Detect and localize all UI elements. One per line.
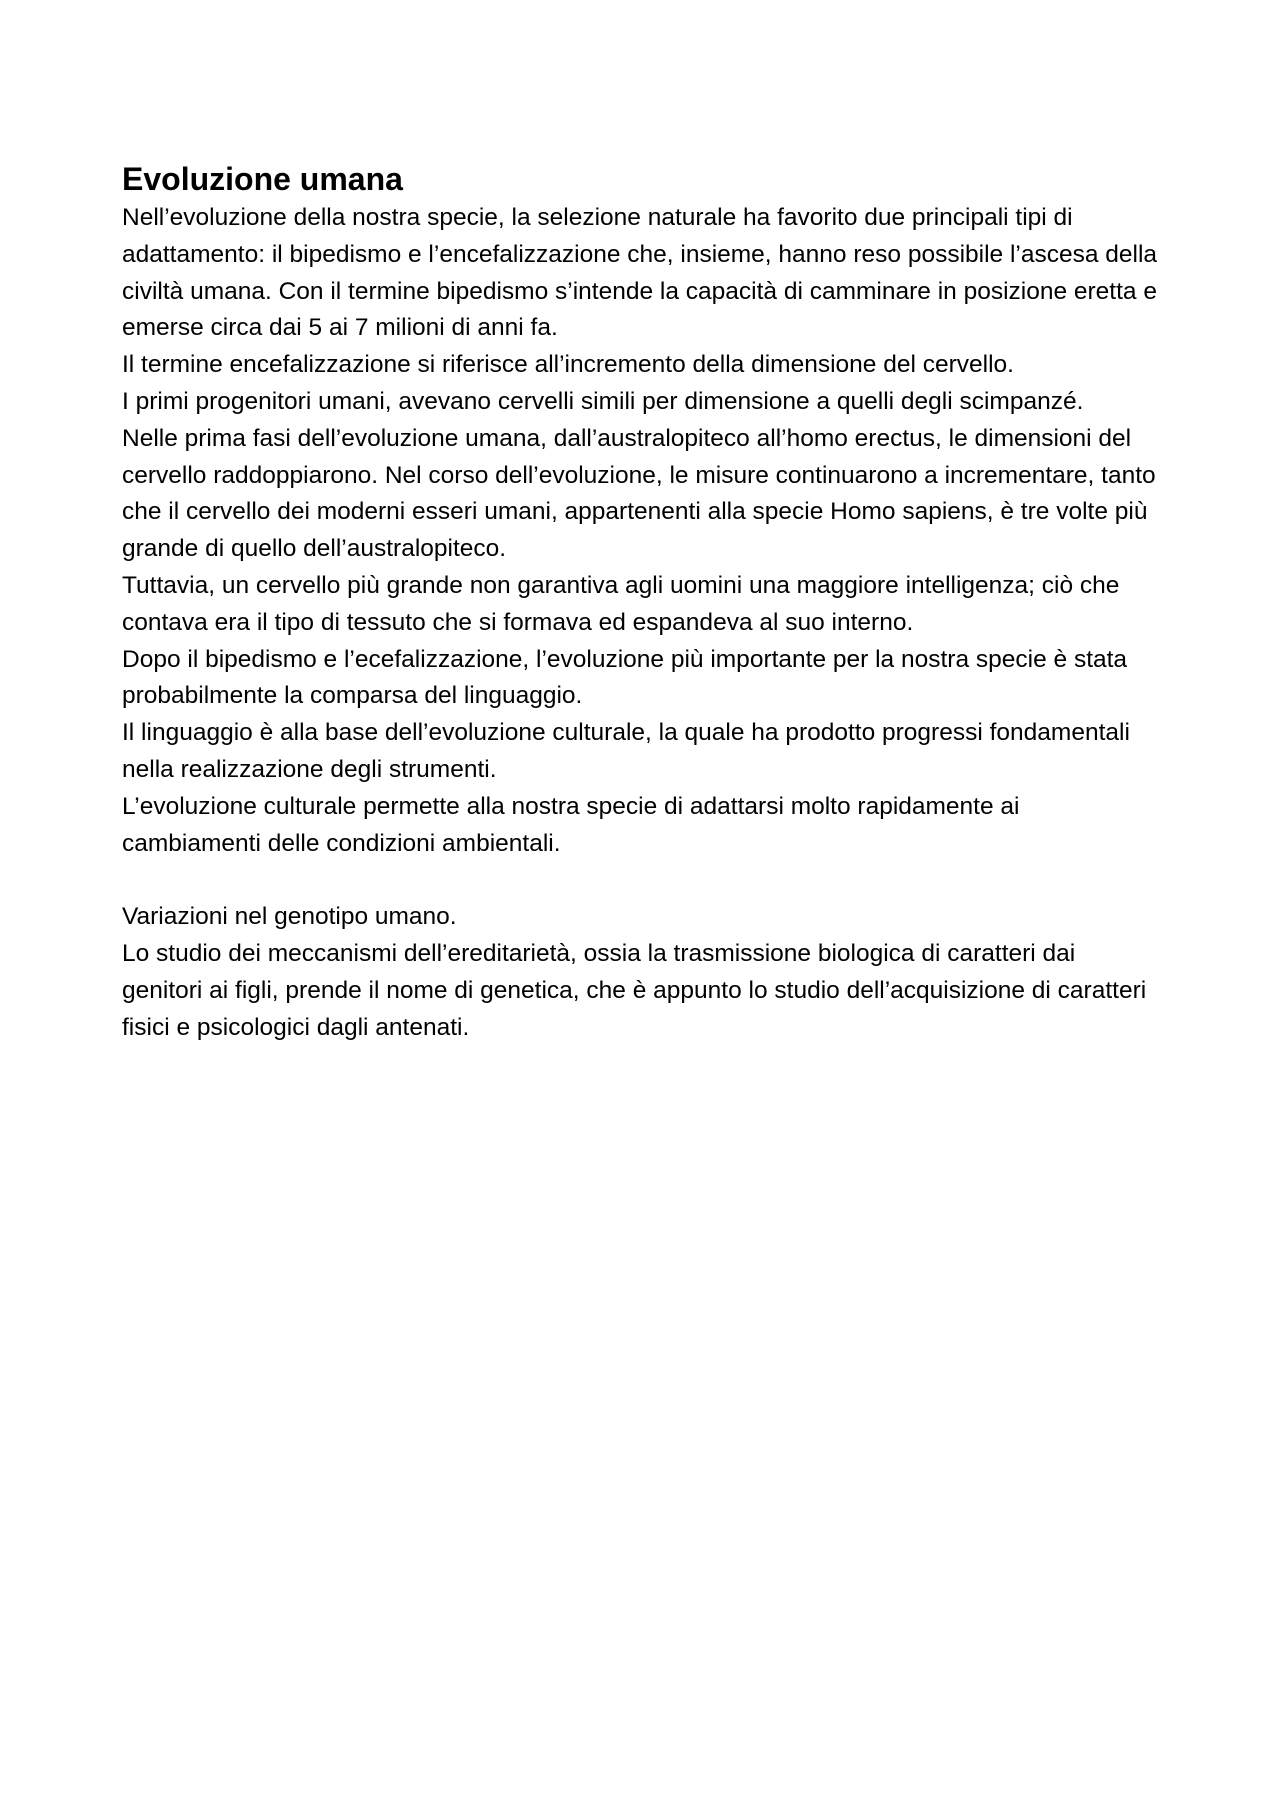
document-title: Evoluzione umana	[122, 161, 403, 197]
paragraph-encefalizzazione: Il termine encefalizzazione si riferisce all’incremento della dimensione del cervello.	[122, 351, 1014, 379]
paragraph-bipedismo: Nell’evoluzione della nostra specie, la selezione naturale ha favorito due principali tipi di adattamento: il bipedismo e l’encefalizzazione che, insieme, hanno reso possibile l’ascesa della civiltà umana. Con il termine bipedismo s’intende la capacità di camminare in posizione eretta e emerse circa dai 5 ai 7 milioni di anni fa.	[122, 204, 1158, 342]
blank-line	[122, 862, 1162, 899]
paragraph-dimensioni-cervello: Nelle prima fasi dell’evoluzione umana, dall’australopiteco all’homo erectus, le dimensioni del cervello raddoppiarono. Nel corso dell’evoluzione, le misure continuarono a incrementare, tanto che il cervello dei moderni esseri umani, appartenenti alla specie Homo sapiens, è tre volte più grande di quello dell’australopiteco.	[122, 424, 1156, 563]
paragraph-intelligenza: Tuttavia, un cervello più grande non garantiva agli uomini una maggiore intelligenza; ciò che contava era il tipo di tessuto che si formava ed espandeva al suo interno.	[122, 571, 1120, 636]
paragraph-evoluzione-culturale: Il linguaggio è alla base dell’evoluzione culturale, la quale ha prodotto progressi fondamentali nella realizzazione degli strumenti.	[122, 719, 1130, 783]
paragraph-linguaggio: Dopo il bipedismo e l’ecefalizzazione, l’evoluzione più importante per la nostra specie è stata probabilmente la comparsa del linguaggio.	[122, 645, 1128, 710]
section-heading-genotipo: Variazioni nel genotipo umano.	[122, 903, 457, 931]
paragraph-adattamento: L’evoluzione culturale permette alla nostra specie di adattarsi molto rapidamente ai cambiamenti delle condizioni ambientali.	[122, 792, 1020, 857]
paragraph-progenitori: I primi progenitori umani, avevano cervelli simili per dimensione a quelli degli scimpanzé.	[122, 387, 1084, 415]
paragraph-genetica: Lo studio dei meccanismi dell’ereditarietà, ossia la trasmissione biologica di caratteri dai genitori ai figli, prende il nome di genetica, che è appunto lo studio dell’acquisizione di caratteri fisici e psicologici dagli antenati.	[122, 939, 1147, 1041]
document-body	[122, 158, 1162, 1046]
